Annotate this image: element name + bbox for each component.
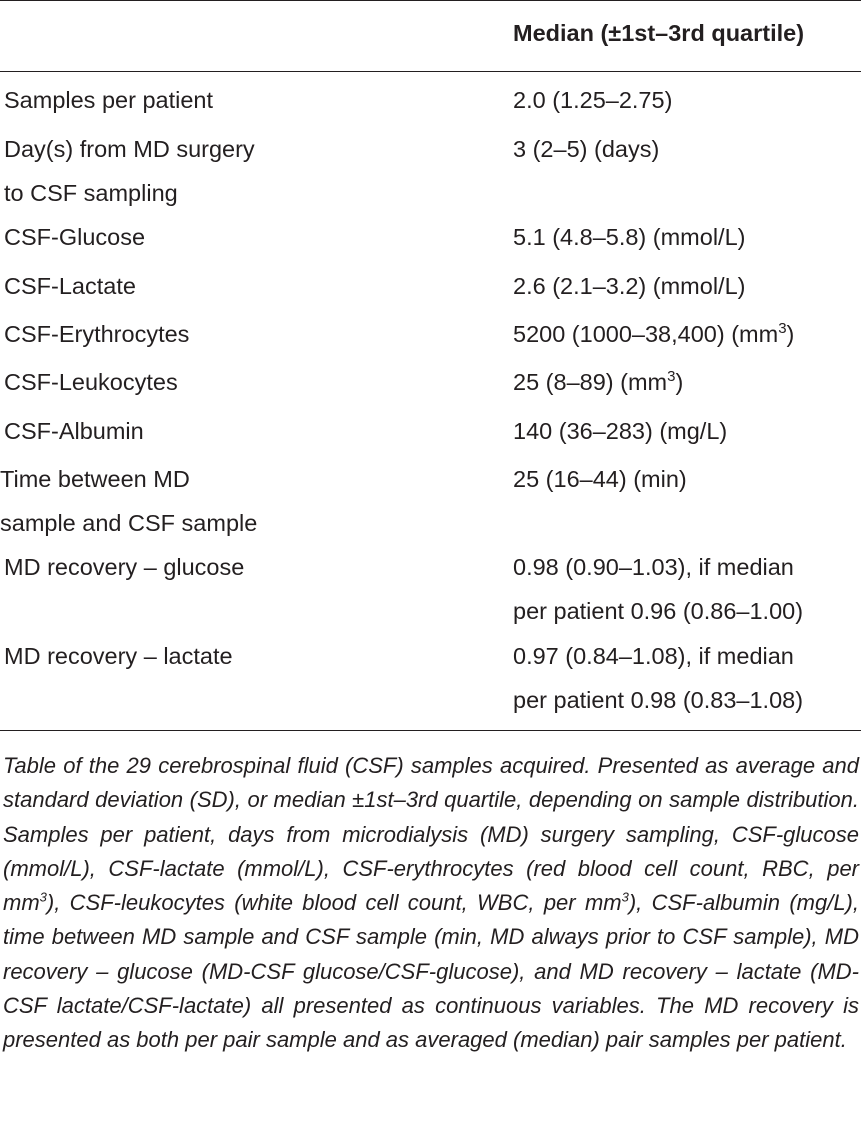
- row-label: Day(s) from MD surgery to CSF sampling: [4, 136, 255, 206]
- row-value: 0.98 (0.90–1.03), if median per patient 0.96 (0.86–1.00): [513, 554, 804, 624]
- table-top-rule: [0, 0, 861, 1]
- caption-text: ), CSF-leukocytes (white blood cell count, WBC, per mm: [46, 890, 622, 916]
- row-value-text: 25 (8–89) (mm: [513, 369, 668, 395]
- row-label: Samples per patient: [4, 87, 214, 113]
- superscript: 3: [778, 320, 787, 338]
- table-bottom-rule: [0, 730, 861, 731]
- row-value: 5.1 (4.8–5.8) (mmol/L): [513, 224, 746, 250]
- row-value: 2.6 (2.1–3.2) (mmol/L): [513, 273, 746, 299]
- row-label: MD recovery – glucose: [4, 554, 245, 580]
- row-value-text: 5200 (1000–38,400) (mm: [513, 321, 779, 347]
- row-label: CSF-Lactate: [4, 273, 136, 299]
- caption-text: Table of the 29 cerebrospinal fluid (CSF) samples acquired. Presented as average and standard deviation (SD), or median ±1st–3rd quartile, depending on sample distribution. Samples per patient, days from microdialysis (MD) surgery sampling, CSF-glucose (mmol/L), CSF-lactate (mmol/L), CSF-erythrocytes (red blood cell count, RBC, per mm: [3, 753, 859, 916]
- row-label: Time between MD sample and CSF sample: [0, 466, 258, 536]
- row-label: CSF-Erythrocytes: [4, 321, 190, 347]
- table-header-rule: [0, 71, 861, 72]
- row-label: CSF-Glucose: [4, 224, 146, 250]
- row-value: 25 (16–44) (min): [513, 466, 687, 492]
- row-value: 2.0 (1.25–2.75): [513, 87, 673, 113]
- column-header-median: Median (±1st–3rd quartile): [513, 20, 805, 46]
- table-caption: [3, 749, 859, 1058]
- caption-text: ), CSF-albumin (mg/L), time between MD sample and CSF sample (min, MD always prior to CSF sample), MD recovery – glucose (MD-CSF glucose/CSF-glucose), and MD recovery – lactate (MD-CSF lactate/CSF-lactate) all presented as continuous variables. The MD recovery is presented as both per pair sample and as averaged (median) pair samples per patient.: [3, 890, 859, 1053]
- superscript: 3: [39, 889, 47, 905]
- row-value: 3 (2–5) (days): [513, 136, 660, 162]
- row-value-tail: ): [675, 369, 684, 395]
- superscript: 3: [621, 889, 629, 905]
- row-label: MD recovery – lactate: [4, 643, 233, 669]
- superscript: 3: [667, 368, 676, 386]
- row-value-tail: ): [786, 321, 795, 347]
- row-value: 0.97 (0.84–1.08), if median per patient 0.98 (0.83–1.08): [513, 643, 804, 713]
- row-label: CSF-Albumin: [4, 418, 144, 444]
- row-value: [513, 312, 858, 356]
- row-value: 140 (36–283) (mg/L): [513, 418, 728, 444]
- row-value: [513, 360, 858, 404]
- row-label: CSF-Leukocytes: [4, 369, 178, 395]
